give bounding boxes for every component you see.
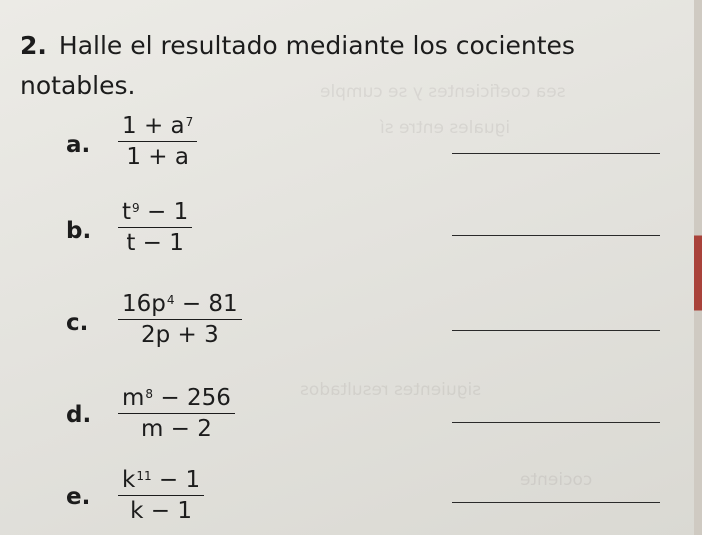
numerator-tail: − 81 bbox=[174, 291, 238, 317]
problem-d bbox=[66, 384, 666, 444]
numerator-exponent: 7 bbox=[185, 115, 194, 129]
bleed-through-text: sea coeficientes y se cumple bbox=[320, 82, 566, 102]
numerator-tail: − 1 bbox=[151, 467, 201, 493]
numerator bbox=[118, 384, 235, 413]
numerator-base: m bbox=[122, 385, 145, 411]
problem-b bbox=[66, 198, 666, 258]
numerator-base: t bbox=[122, 199, 132, 225]
numerator-exponent: 11 bbox=[136, 469, 152, 483]
fraction bbox=[118, 466, 204, 525]
denominator: k − 1 bbox=[130, 498, 192, 524]
fraction bbox=[118, 112, 197, 171]
numerator-tail: − 1 bbox=[139, 199, 189, 225]
fraction bbox=[118, 290, 242, 349]
numerator-base: k bbox=[122, 467, 136, 493]
fraction bbox=[118, 198, 192, 257]
numerator-base: 1 + a bbox=[122, 113, 185, 139]
answer-line-a[interactable] bbox=[452, 153, 660, 154]
problem-c bbox=[66, 290, 666, 350]
denominator: m − 2 bbox=[140, 416, 212, 442]
bleed-through-text: iguales entre sí bbox=[380, 118, 511, 138]
problem-letter: a. bbox=[66, 132, 91, 158]
problem-letter: c. bbox=[66, 310, 89, 336]
numerator bbox=[118, 466, 204, 495]
numerator-exponent: 9 bbox=[132, 201, 140, 215]
answer-line-c[interactable] bbox=[452, 330, 660, 331]
answer-line-e[interactable] bbox=[452, 502, 660, 503]
numerator bbox=[118, 112, 197, 141]
problem-e bbox=[66, 466, 666, 526]
fraction bbox=[118, 384, 235, 443]
answer-line-b[interactable] bbox=[452, 235, 660, 236]
page-edge-strip bbox=[694, 0, 702, 535]
problem-letter: b. bbox=[66, 218, 92, 244]
bleed-through-text: cociente bbox=[520, 470, 593, 490]
numerator-exponent: 8 bbox=[145, 387, 154, 401]
denominator: 1 + a bbox=[126, 144, 189, 170]
numerator-base: 16p bbox=[122, 291, 166, 317]
instruction-text: Halle el resultado mediante los cocientes notables. bbox=[20, 31, 575, 100]
problem-a bbox=[66, 112, 666, 172]
numerator bbox=[118, 290, 242, 319]
exercise-number: 2. bbox=[20, 31, 47, 60]
answer-line-d[interactable] bbox=[452, 422, 660, 423]
numerator-tail: − 256 bbox=[153, 385, 231, 411]
bleed-through-text: siguientes resultados bbox=[300, 380, 482, 400]
exercise-instruction bbox=[20, 26, 620, 106]
problem-letter: e. bbox=[66, 484, 91, 510]
problem-letter: d. bbox=[66, 402, 92, 428]
denominator: t − 1 bbox=[126, 230, 184, 256]
numerator-exponent: 4 bbox=[166, 293, 175, 307]
numerator bbox=[118, 198, 192, 227]
denominator: 2p + 3 bbox=[140, 322, 219, 348]
